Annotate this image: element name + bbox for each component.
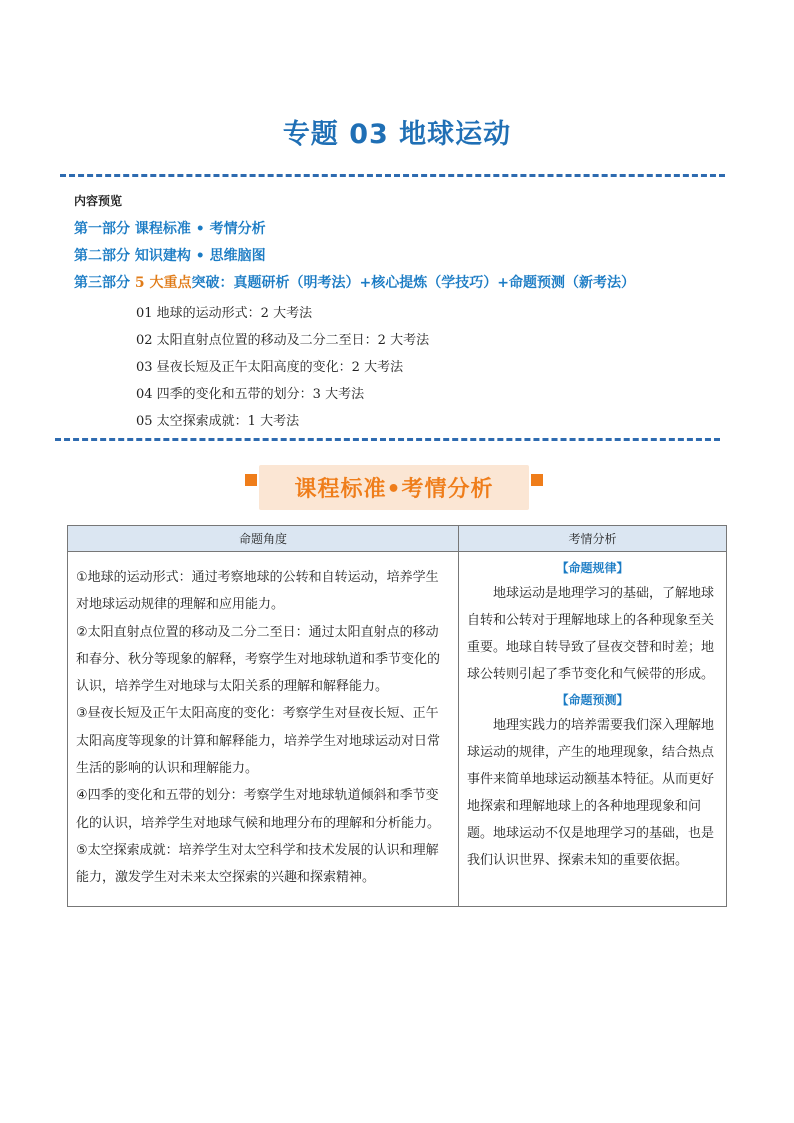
toc-item: 04 四季的变化和五带的划分：3 大考法 [136, 387, 365, 402]
angle-cell [68, 552, 459, 907]
analysis-table [67, 525, 727, 907]
angle-point: ①地球的运动形式：通过考察地球的公转和自转运动，培养学生对地球运动规律的理解和应用能力。 [76, 570, 439, 613]
table-row [68, 552, 727, 907]
analysis-cell [459, 552, 727, 907]
rule-tag: 【命题规律】 [556, 561, 629, 575]
angle-point: ④四季的变化和五带的划分：考察学生对地球轨道倾斜和季节变化的认识，培养学生对地球气候和地理分布的理解和分析能力。 [76, 788, 441, 831]
toc-item: 02 太阳直射点位置的移动及二分二至日：2 大考法 [136, 333, 430, 348]
rule-text: 地球运动是地理学习的基础，了解地球自转和公转对于理解地球上的各种现象至关重要。地球自转导致了昼夜交替和时差；地球公转则引起了季节变化和气候带的形成。 [467, 586, 715, 682]
toc-part-3-rest: 突破：真题研析（明考法）+核心提炼（学技巧）+命题预测（新考法） [191, 275, 635, 291]
orange-square-icon [245, 474, 257, 486]
toc-part-3-prefix: 第三部分 [74, 275, 135, 291]
dashed-divider-top [60, 174, 725, 177]
table-header-row [68, 526, 727, 552]
toc-part-2: 第二部分 知识建构 • 思维脑图 [74, 248, 266, 264]
toc-item: 03 昼夜长短及正午太阳高度的变化：2 大考法 [136, 360, 404, 375]
section-banner: 课程标准•考情分析 [259, 465, 529, 510]
header-analysis: 考情分析 [459, 526, 727, 552]
prediction-tag: 【命题预测】 [556, 693, 629, 707]
toc-heading: 内容预览 [74, 194, 123, 208]
prediction-text: 地理实践力的培养需要我们深入理解地球运动的规律，产生的地理现象，结合热点事件来简单地球运动额基本特征。从而更好地探索和理解地球上的各种地理现象和问题。地球运动不仅是地理学习的基础，也是我们认识世界、探索未知的重要依据。 [467, 718, 715, 868]
angle-point: ③昼夜长短及正午太阳高度的变化：考察学生对昼夜长短、正午太阳高度等现象的计算和解释能力，培养学生对地球运动对日常生活的影响的认识和理解能力。 [76, 706, 441, 777]
toc-part-1: 第一部分 课程标准 • 考情分析 [74, 221, 266, 237]
toc-part-3-highlight: 5 大重点 [134, 275, 192, 291]
page-title: 专题 03 地球运动 [282, 119, 512, 150]
toc-item: 05 太空探索成就：1 大考法 [136, 414, 300, 429]
angle-point: ⑤太空探索成就：培养学生对太空科学和技术发展的认识和理解能力，激发学生对未来太空探索的兴趣和探索精神。 [76, 842, 439, 886]
dashed-divider-bottom [55, 438, 720, 441]
angle-point: ②太阳直射点位置的移动及二分二至日：通过太阳直射点的移动和春分、秋分等现象的解释，考察学生对地球轨道和季节变化的认识，培养学生对地球与太阳关系的理解和解释能力。 [76, 624, 441, 695]
toc-part-3 [74, 272, 635, 292]
toc-item: 01 地球的运动形式：2 大考法 [136, 306, 313, 321]
orange-square-icon [531, 474, 543, 486]
header-angle: 命题角度 [68, 526, 459, 552]
